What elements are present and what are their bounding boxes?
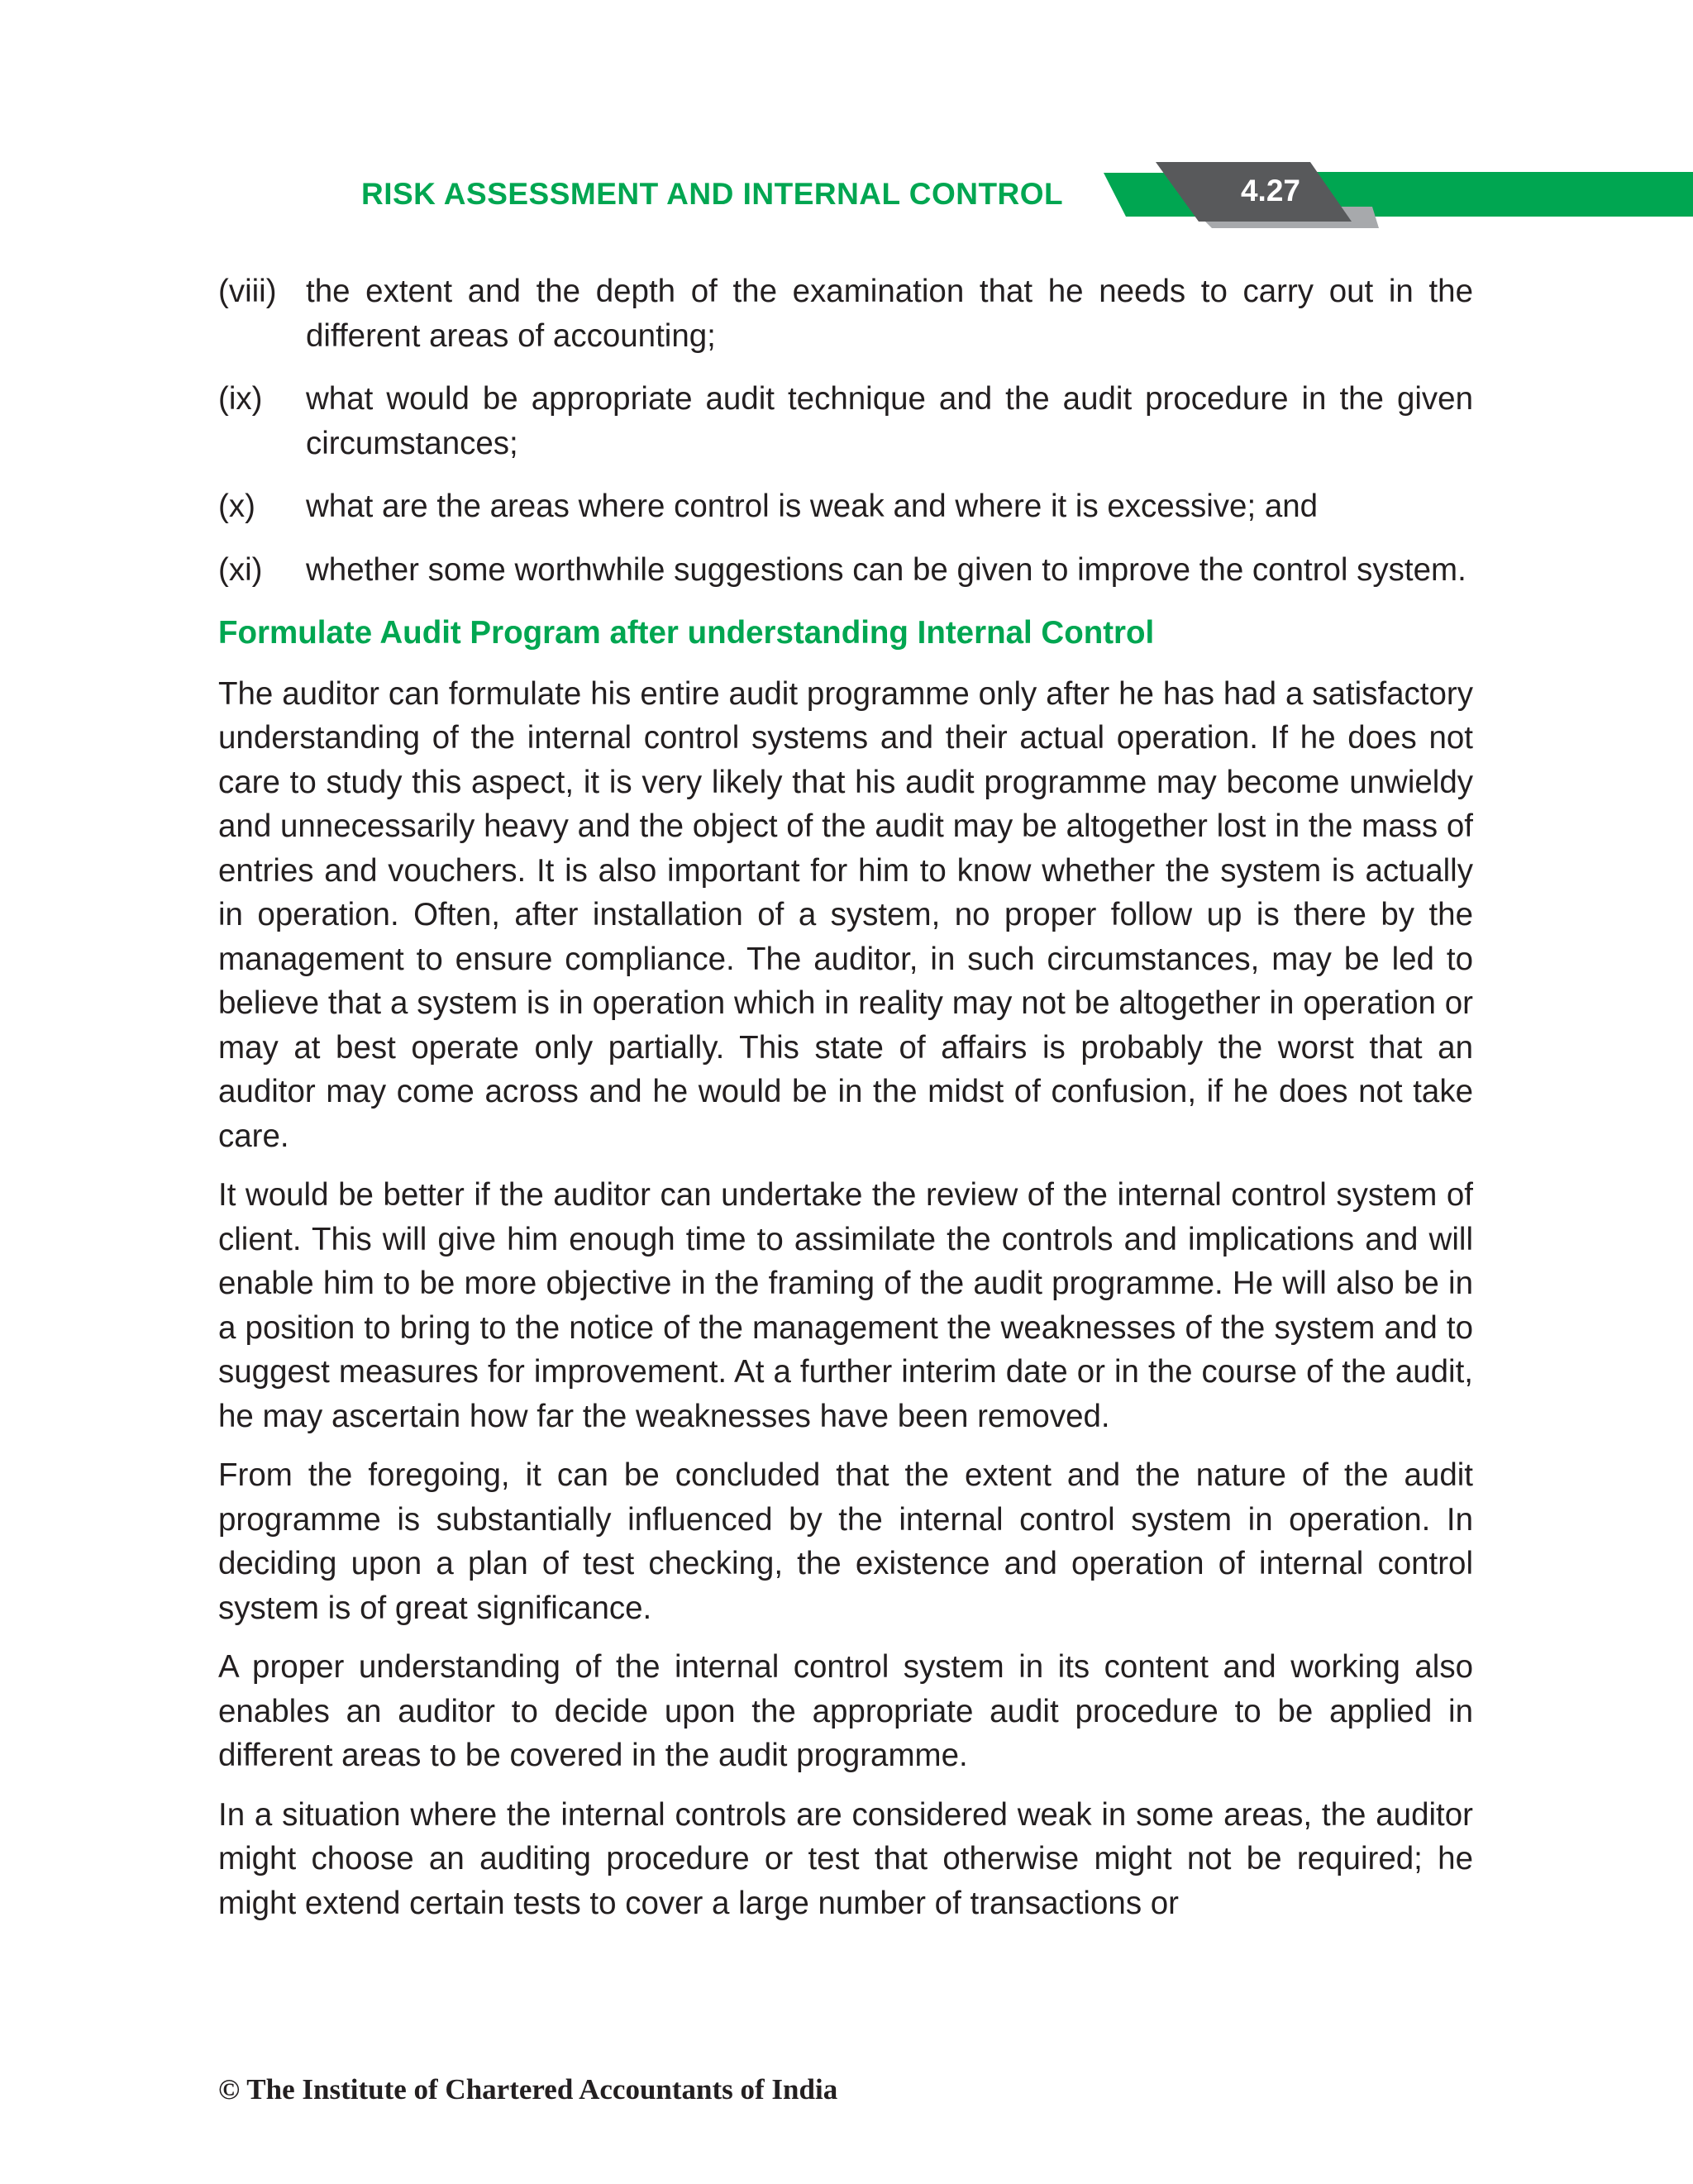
body-paragraph: The auditor can formulate his entire audit programme only after he has had a satisfactory understanding of the internal control systems and their actual operation. If he does not care to study this aspect, it is very likely that his audit programme may become unwieldy and unnecessarily heavy and the object of the audit may be altogether lost in the mass of entries and vouchers. It is also important for him to know whether the system is actually in operation. Often, after installation of a system, no proper follow up is there by the management to ensure compliance. The auditor, in such circumstances, may be led to believe that a system is in operation which in reality may not be altogether in operation or may at best operate only partially. This state of affairs is probably the worst that an auditor may come across and he would be in the midst of confusion, if he does not take care. (218, 675, 1473, 1154)
body-paragraph: It would be better if the auditor can undertake the review of the internal control system of client. This will give him enough time to assimilate the controls and implications and will enable him to be more objective in the framing of the audit programme. He will also be in a position to bring to the notice of the management the weaknesses of the system and to suggest measures for improvement. At a further interim date or in the course of the audit, he may ascertain how far the weaknesses have been removed. (218, 1177, 1473, 1434)
list-item (218, 484, 1473, 529)
list-item-number: (x) (218, 489, 255, 524)
running-header-title: RISK ASSESSMENT AND INTERNAL CONTROL (361, 177, 1064, 211)
list-item (218, 548, 1473, 593)
section-heading: Formulate Audit Program after understanding Internal Control (218, 615, 1155, 651)
body-paragraph: In a situation where the internal controls are considered weak in some areas, the auditor might choose an auditing procedure or test that otherwise might not be required; he might extend certain tests to cover a large number of transactions or (218, 1796, 1473, 1921)
page-body (218, 269, 1473, 1940)
list-item-text: whether some worthwhile suggestions can be given to improve the control system. (306, 551, 1466, 588)
list-item (218, 269, 1473, 358)
body-paragraph: A proper understanding of the internal control system in its content and working also enables an auditor to decide upon the appropriate audit procedure to be applied in different areas to be covered in the audit programme. (218, 1649, 1473, 1773)
list-item-number: (viii) (218, 274, 277, 309)
body-paragraph: From the foregoing, it can be concluded that the extent and the nature of the audit programme is substantially influenced by the internal control system in operation. In deciding upon a plan of test checking, the existence and operation of internal control system is of great significance. (218, 1457, 1473, 1626)
list-item-number: (ix) (218, 381, 263, 417)
list-item-text: what would be appropriate audit technique and the audit procedure in the given circumstances; (306, 381, 1473, 461)
page-number: 4.27 (1240, 174, 1300, 207)
list-item-number: (xi) (218, 551, 263, 588)
list-item-text: what are the areas where control is weak and where it is excessive; and (306, 489, 1319, 524)
copyright-footer: © The Institute of Chartered Accountants of India (218, 2073, 838, 2105)
list-item-text: the extent and the depth of the examination that he needs to carry out in the different areas of accounting; (306, 274, 1473, 354)
list-item (218, 377, 1473, 465)
